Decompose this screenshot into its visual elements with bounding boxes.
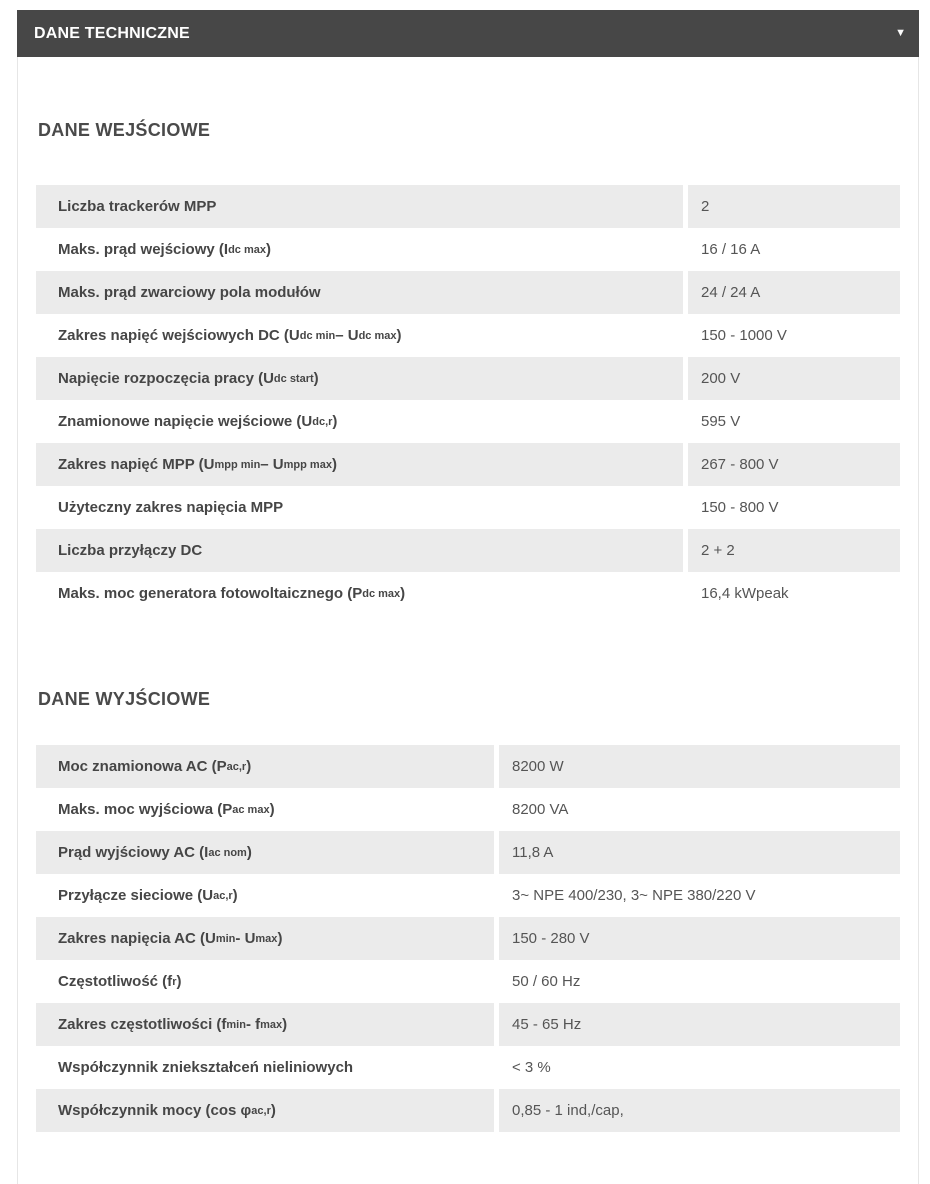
spec-value: 267 - 800 V	[688, 443, 900, 486]
section-output-data	[18, 615, 918, 1132]
spec-value: 16 / 16 A	[688, 228, 900, 271]
spec-label: Zakres napięć MPP (U mpp min – U mpp max )	[36, 443, 683, 486]
spec-value: 8200 W	[499, 745, 900, 788]
section-heading-output: DANE WYJŚCIOWE	[38, 689, 211, 709]
table-row	[36, 271, 900, 314]
spec-value: 8200 VA	[499, 788, 900, 831]
spec-value: 50 / 60 Hz	[499, 960, 900, 1003]
spec-label: Napięcie rozpoczęcia pracy (U dc start )	[36, 357, 683, 400]
spec-label: Znamionowe napięcie wejściowe (U dc,r )	[36, 400, 683, 443]
spec-label: Zakres napięcia AC (U min - U max )	[36, 917, 494, 960]
spec-value: 150 - 1000 V	[688, 314, 900, 357]
spec-table	[36, 745, 900, 1132]
spec-value: 150 - 280 V	[499, 917, 900, 960]
spec-label: Użyteczny zakres napięcia MPP	[36, 486, 683, 529]
spec-value: 150 - 800 V	[688, 486, 900, 529]
table-row	[36, 745, 900, 788]
panel-body	[17, 57, 919, 1184]
table-row	[36, 831, 900, 874]
spec-label: Częstotliwość (f r )	[36, 960, 494, 1003]
table-row	[36, 917, 900, 960]
spec-value: 2	[688, 185, 900, 228]
table-row	[36, 788, 900, 831]
table-row	[36, 486, 900, 529]
accordion-title: DANE TECHNICZNE	[34, 24, 190, 42]
spec-label: Współczynnik mocy (cos φ ac,r )	[36, 1089, 494, 1132]
spec-value: 16,4 kWpeak	[688, 572, 900, 615]
table-row	[36, 1003, 900, 1046]
spec-value: 11,8 A	[499, 831, 900, 874]
spec-value: 45 - 65 Hz	[499, 1003, 900, 1046]
spec-label: Maks. prąd zwarciowy pola modułów	[36, 271, 683, 314]
spec-label: Zakres napięć wejściowych DC (U dc min – U dc max )	[36, 314, 683, 357]
spec-value: 0,85 - 1 ind,/cap,	[499, 1089, 900, 1132]
spec-value: 24 / 24 A	[688, 271, 900, 314]
table-row	[36, 960, 900, 1003]
table-row	[36, 228, 900, 271]
chevron-down-icon[interactable]: ▼	[895, 27, 906, 39]
accordion-header-dane-techniczne[interactable]	[17, 10, 919, 57]
spec-label: Maks. moc wyjściowa (P ac max )	[36, 788, 494, 831]
table-row	[36, 314, 900, 357]
spec-value: 3~ NPE 400/230, 3~ NPE 380/220 V	[499, 874, 900, 917]
spec-label: Przyłącze sieciowe (U ac,r )	[36, 874, 494, 917]
table-row	[36, 529, 900, 572]
spec-label: Liczba trackerów MPP	[36, 185, 683, 228]
spec-value: < 3 %	[499, 1046, 900, 1089]
table-row	[36, 874, 900, 917]
spec-table	[36, 185, 900, 615]
table-row	[36, 185, 900, 228]
table-row	[36, 400, 900, 443]
section-heading-input: DANE WEJŚCIOWE	[38, 120, 211, 140]
spec-label: Liczba przyłączy DC	[36, 529, 683, 572]
spec-value: 2 + 2	[688, 529, 900, 572]
table-row	[36, 1046, 900, 1089]
section-input-data	[18, 57, 918, 615]
table-row	[36, 1089, 900, 1132]
technical-data-panel	[17, 10, 919, 1184]
spec-label: Maks. moc generatora fotowoltaicznego (P dc max )	[36, 572, 683, 615]
spec-value: 200 V	[688, 357, 900, 400]
spec-label: Współczynnik zniekształceń nieliniowych	[36, 1046, 494, 1089]
spec-label: Maks. prąd wejściowy (I dc max )	[36, 228, 683, 271]
table-row	[36, 357, 900, 400]
table-row	[36, 572, 900, 615]
spec-value: 595 V	[688, 400, 900, 443]
spec-label: Moc znamionowa AC (P ac,r )	[36, 745, 494, 788]
table-row	[36, 443, 900, 486]
spec-label: Prąd wyjściowy AC (I ac nom )	[36, 831, 494, 874]
spec-label: Zakres częstotliwości (f min - f max )	[36, 1003, 494, 1046]
